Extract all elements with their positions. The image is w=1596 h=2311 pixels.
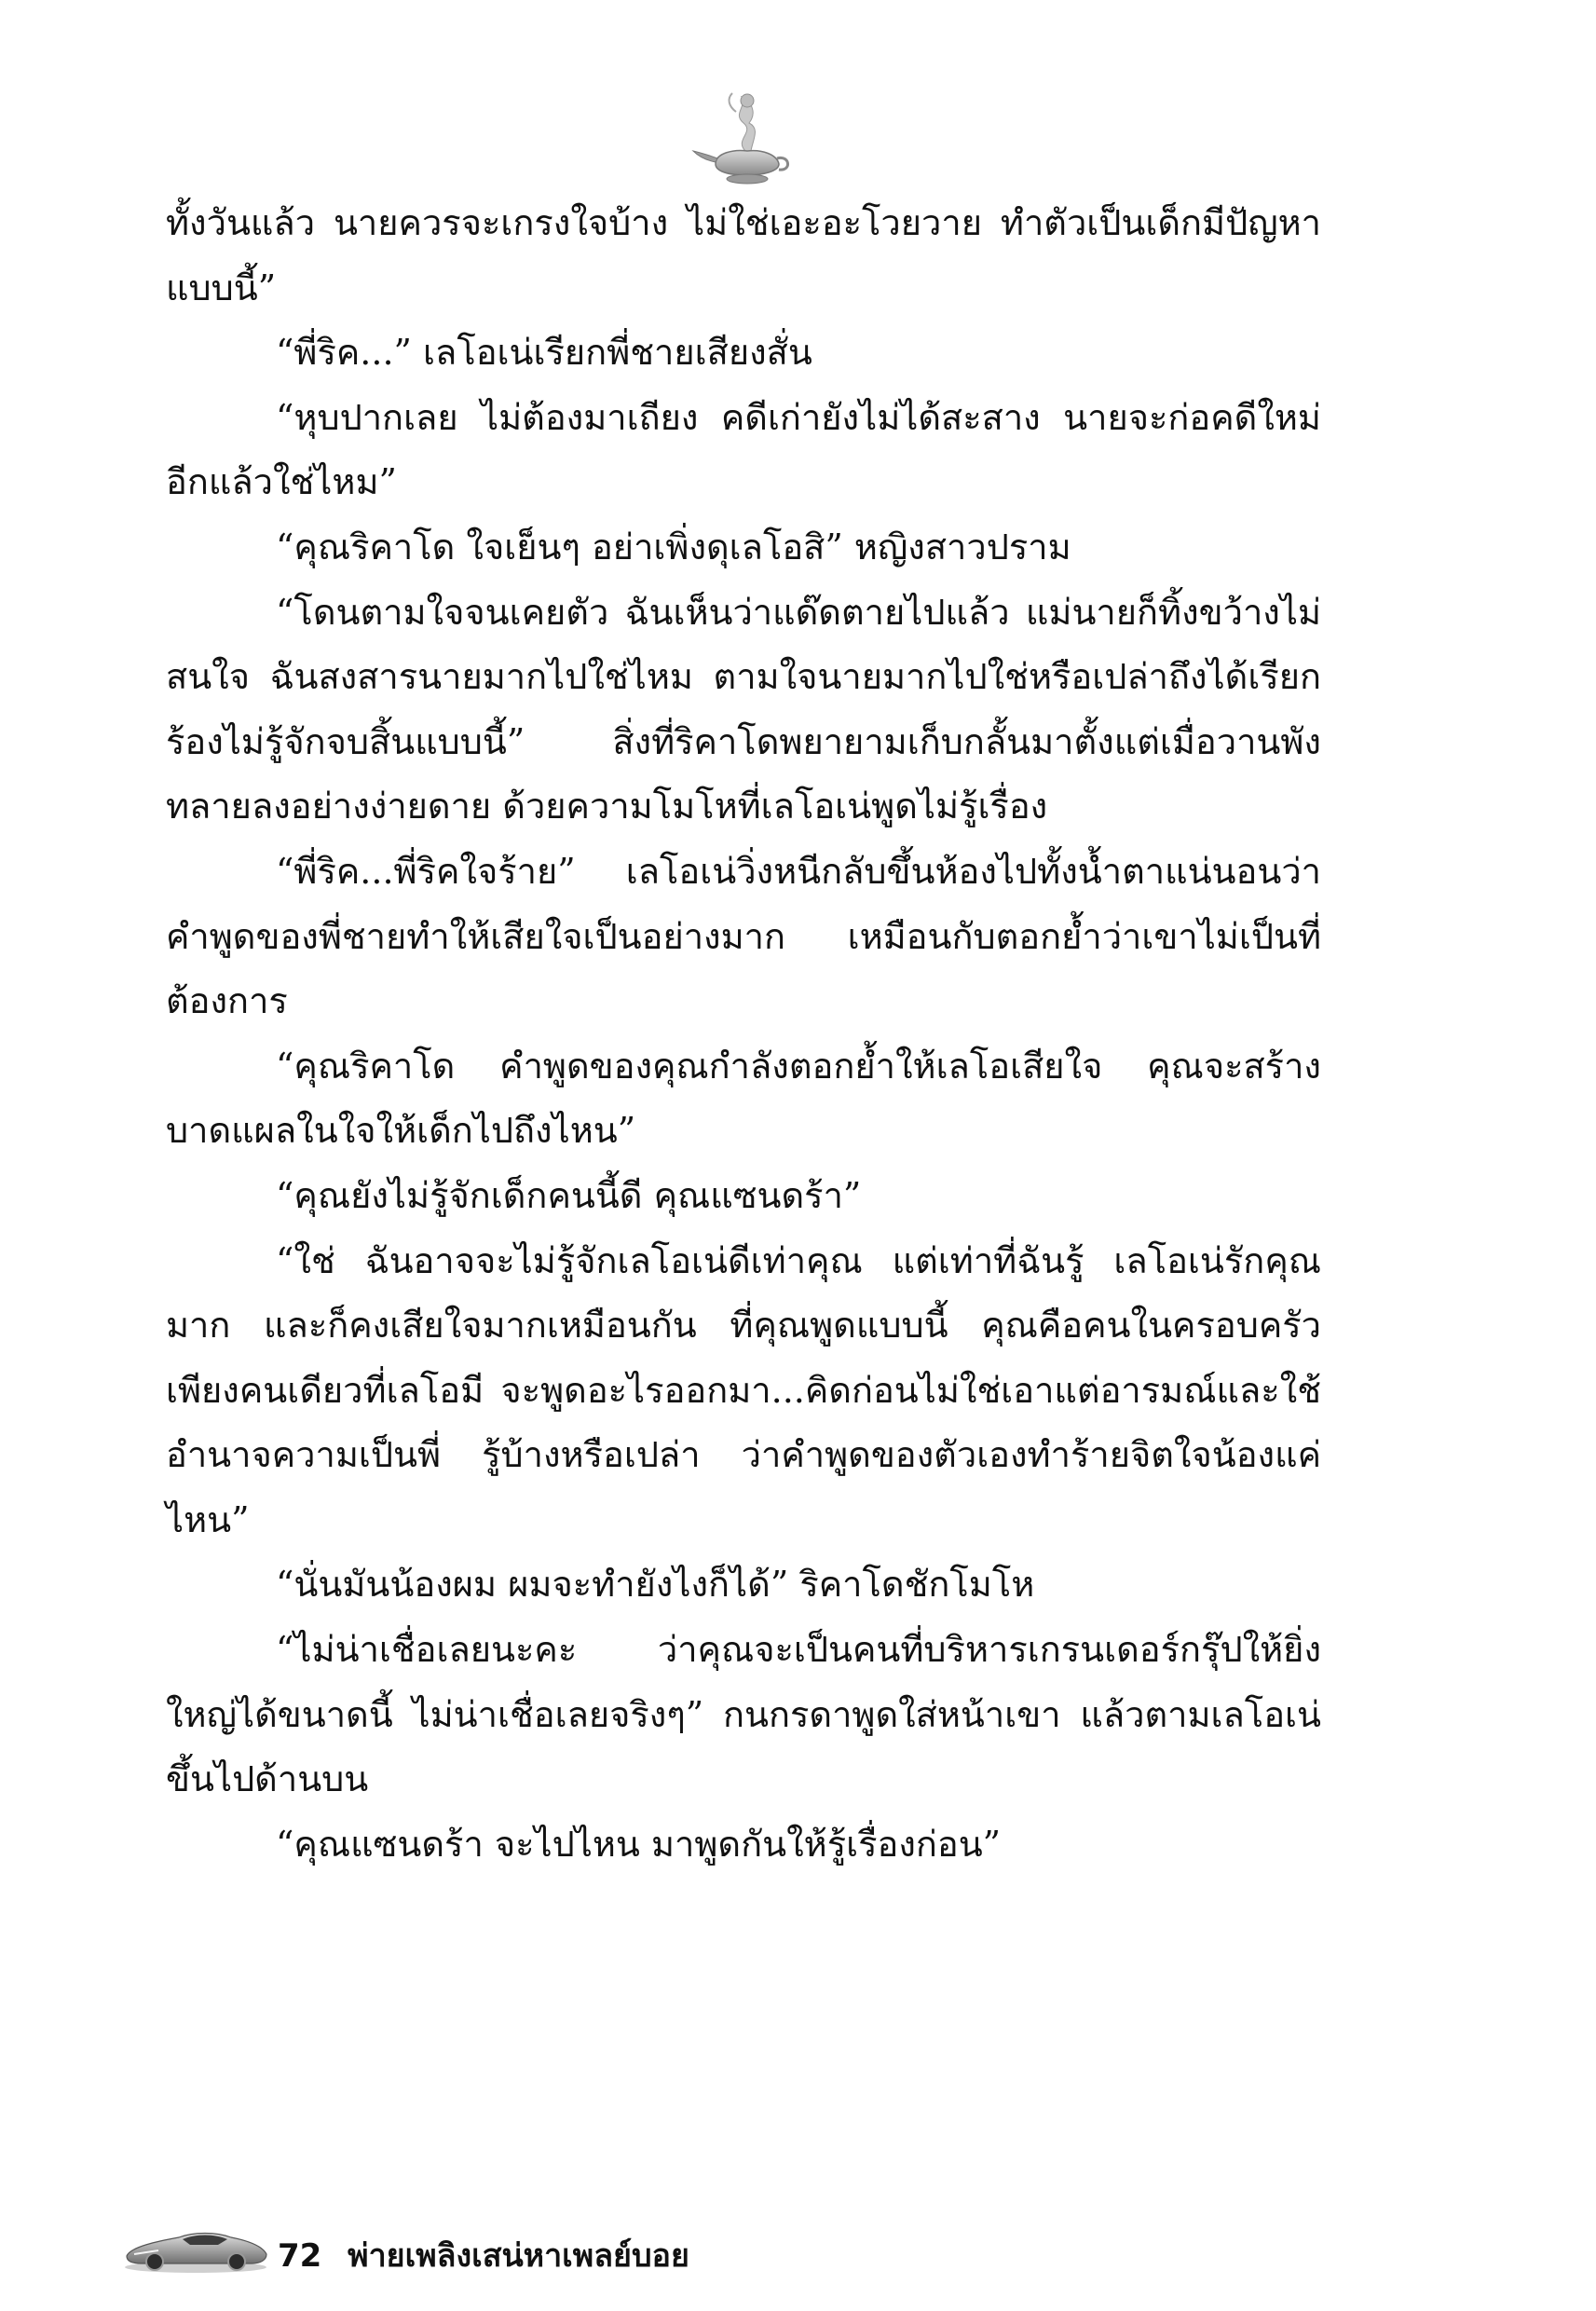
paragraph: “ใช่ ฉันอาจจะไม่รู้จักเลโอเน่ดีเท่าคุณ แต่เท่าที่ฉันรู้ เลโอเน่รักคุณมาก และก็คงเสียใจมากเหมือนกัน ที่คุณพูดแบบนี้ คุณคือคนในครอบครัวเพียงคนเดียวที่เลโอมี จะพูดอะไรออกมา...คิดก่อนไม่ใช่เอาแต่อารมณ์และใช้อำนาจความเป็นพี่ รู้บ้างหรือเปล่า ว่าคำพูดของตัวเองทำร้ายจิตใจน้องแค่ไหน” bbox=[166, 1239, 1321, 1540]
paragraph: “คุณยังไม่รู้จักเด็กคนนี้ดี คุณแซนดร้า” bbox=[276, 1174, 862, 1216]
page-number: 72 bbox=[278, 2237, 322, 2275]
paragraph: “พี่ริค...พี่ริคใจร้าย” เลโอเน่วิ่งหนีกลับขึ้นห้องไปทั้งน้ำตาแน่นอนว่าคำพูดของพี่ชายทำให้เสียใจเป็นอย่างมาก เหมือนกับตอกย้ำว่าเขาไม่เป็นที่ต้องการ bbox=[166, 850, 1321, 1022]
sports-car-icon bbox=[121, 2219, 270, 2275]
paragraph: “คุณริคาโด คำพูดของคุณกำลังตอกย้ำให้เลโอเสียใจ คุณจะสร้างบาดแผลในใจให้เด็กไปถึงไหน” bbox=[166, 1045, 1321, 1152]
paragraph: “พี่ริค...” เลโอเน่เรียกพี่ชายเสียงสั่น bbox=[276, 332, 812, 374]
paragraph: “นั่นมันน้องผม ผมจะทำยังไงก็ได้” ริคาโดชักโมโห bbox=[276, 1564, 1035, 1606]
page-body bbox=[166, 191, 1321, 1877]
page-footer bbox=[121, 2213, 960, 2288]
paragraph: “โดนตามใจจนเคยตัว ฉันเห็นว่าแด๊ดตายไปแล้ว แม่นายก็ทิ้งขว้างไม่สนใจ ฉันสงสารนายมากไปใช่ไหม ตามใจนายมากไปใช่หรือเปล่าถึงได้เรียกร้องไม่รู้จักจบสิ้นแบบนี้” สิ่งที่ริคาโดพยายามเก็บกลั้นมาตั้งแต่เมื่อวานพังทลายลงอย่างง่ายดาย ด้วยความโมโหที่เลโอเน่พูดไม่รู้เรื่อง bbox=[166, 591, 1321, 827]
paragraph: “หุบปากเลย ไม่ต้องมาเถียง คดีเก่ายังไม่ได้สะสาง นายจะก่อคดีใหม่อีกแล้วใช่ไหม” bbox=[166, 396, 1321, 503]
paragraph: “ไม่น่าเชื่อเลยนะคะ ว่าคุณจะเป็นคนที่บริหารเกรนเดอร์กรุ๊ปให้ยิ่งใหญ่ได้ขนาดนี้ ไม่น่าเชื่อเลยจริงๆ” กนกรดาพูดใส่หน้าเขา แล้วตามเลโอเน่ขึ้นไปด้านบน bbox=[166, 1629, 1321, 1800]
footer-label bbox=[278, 2230, 689, 2280]
paragraph: ทั้งวันแล้ว นายควรจะเกรงใจบ้าง ไม่ใช่เอะอะโวยวาย ทำตัวเป็นเด็กมีปัญหาแบบนี้” bbox=[166, 202, 1321, 308]
paragraph: “คุณแซนดร้า จะไปไหน มาพูดกันให้รู้เรื่องก่อน” bbox=[276, 1823, 1002, 1865]
book-title: พ่ายเพลิงเสน่หาเพลย์บอย bbox=[348, 2237, 689, 2275]
genie-lamp-icon bbox=[688, 86, 799, 188]
paragraph: “คุณริคาโด ใจเย็นๆ อย่าเพิ่งดุเลโอสิ” หญิงสาวปราม bbox=[276, 526, 1071, 567]
